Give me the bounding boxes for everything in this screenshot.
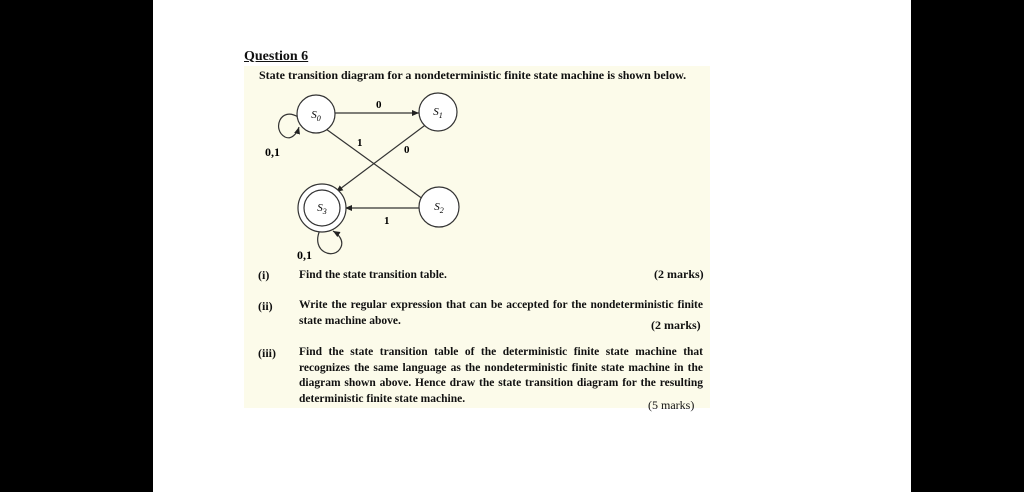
state-s3-accepting [298, 184, 346, 232]
state-s1 [419, 93, 457, 131]
edge-s1-s3 [336, 123, 428, 192]
part-ii-numeral: (ii) [258, 299, 273, 313]
state-s1-sub: 1 [438, 111, 443, 120]
state-s0 [297, 95, 335, 133]
state-s2-name: S [434, 201, 440, 213]
state-s1-name: S [433, 106, 439, 118]
self-loop-s3 [318, 230, 342, 254]
edge-s0-s2 [326, 129, 427, 202]
label-s0-s1: 0 [376, 99, 382, 111]
label-s1-s3: 0 [404, 144, 410, 156]
part-iii-marks: (5 marks) [648, 398, 695, 412]
question-title: Question 6 [244, 49, 309, 64]
state-s0-sub: 0 [316, 114, 321, 123]
state-s0-name: S [311, 109, 317, 121]
label-s0-loop: 0,1 [265, 145, 280, 159]
part-iii-numeral: (iii) [258, 346, 276, 360]
label-s0-s2: 1 [357, 137, 363, 149]
state-s2 [419, 187, 459, 227]
part-iii-text: Find the state transition table of the deterministic finite state machine that recognizes the same language as the nondeterministic finite state machine in the diagram shown above. Hence draw the state transition diagram for the resulting deterministic finite state machine. [299, 346, 703, 405]
part-i-marks: (2 marks) [654, 267, 704, 281]
self-loop-s0 [279, 114, 299, 138]
question-intro: State transition diagram for a nondeterministic finite state machine is shown below. [259, 68, 687, 82]
state-s3-sub: 3 [322, 207, 327, 216]
part-ii-marks: (2 marks) [651, 318, 701, 332]
part-ii-text: Write the regular expression that can be accepted for the nondeterministic finite state machine above. [299, 299, 703, 327]
state-s2-sub: 2 [439, 206, 444, 215]
label-s3-loop: 0,1 [297, 248, 312, 262]
part-i-text: Find the state transition table. [299, 269, 447, 281]
label-s2-s3: 1 [384, 215, 390, 227]
part-i-numeral: (i) [258, 268, 270, 282]
state-s3-name: S [317, 202, 323, 214]
